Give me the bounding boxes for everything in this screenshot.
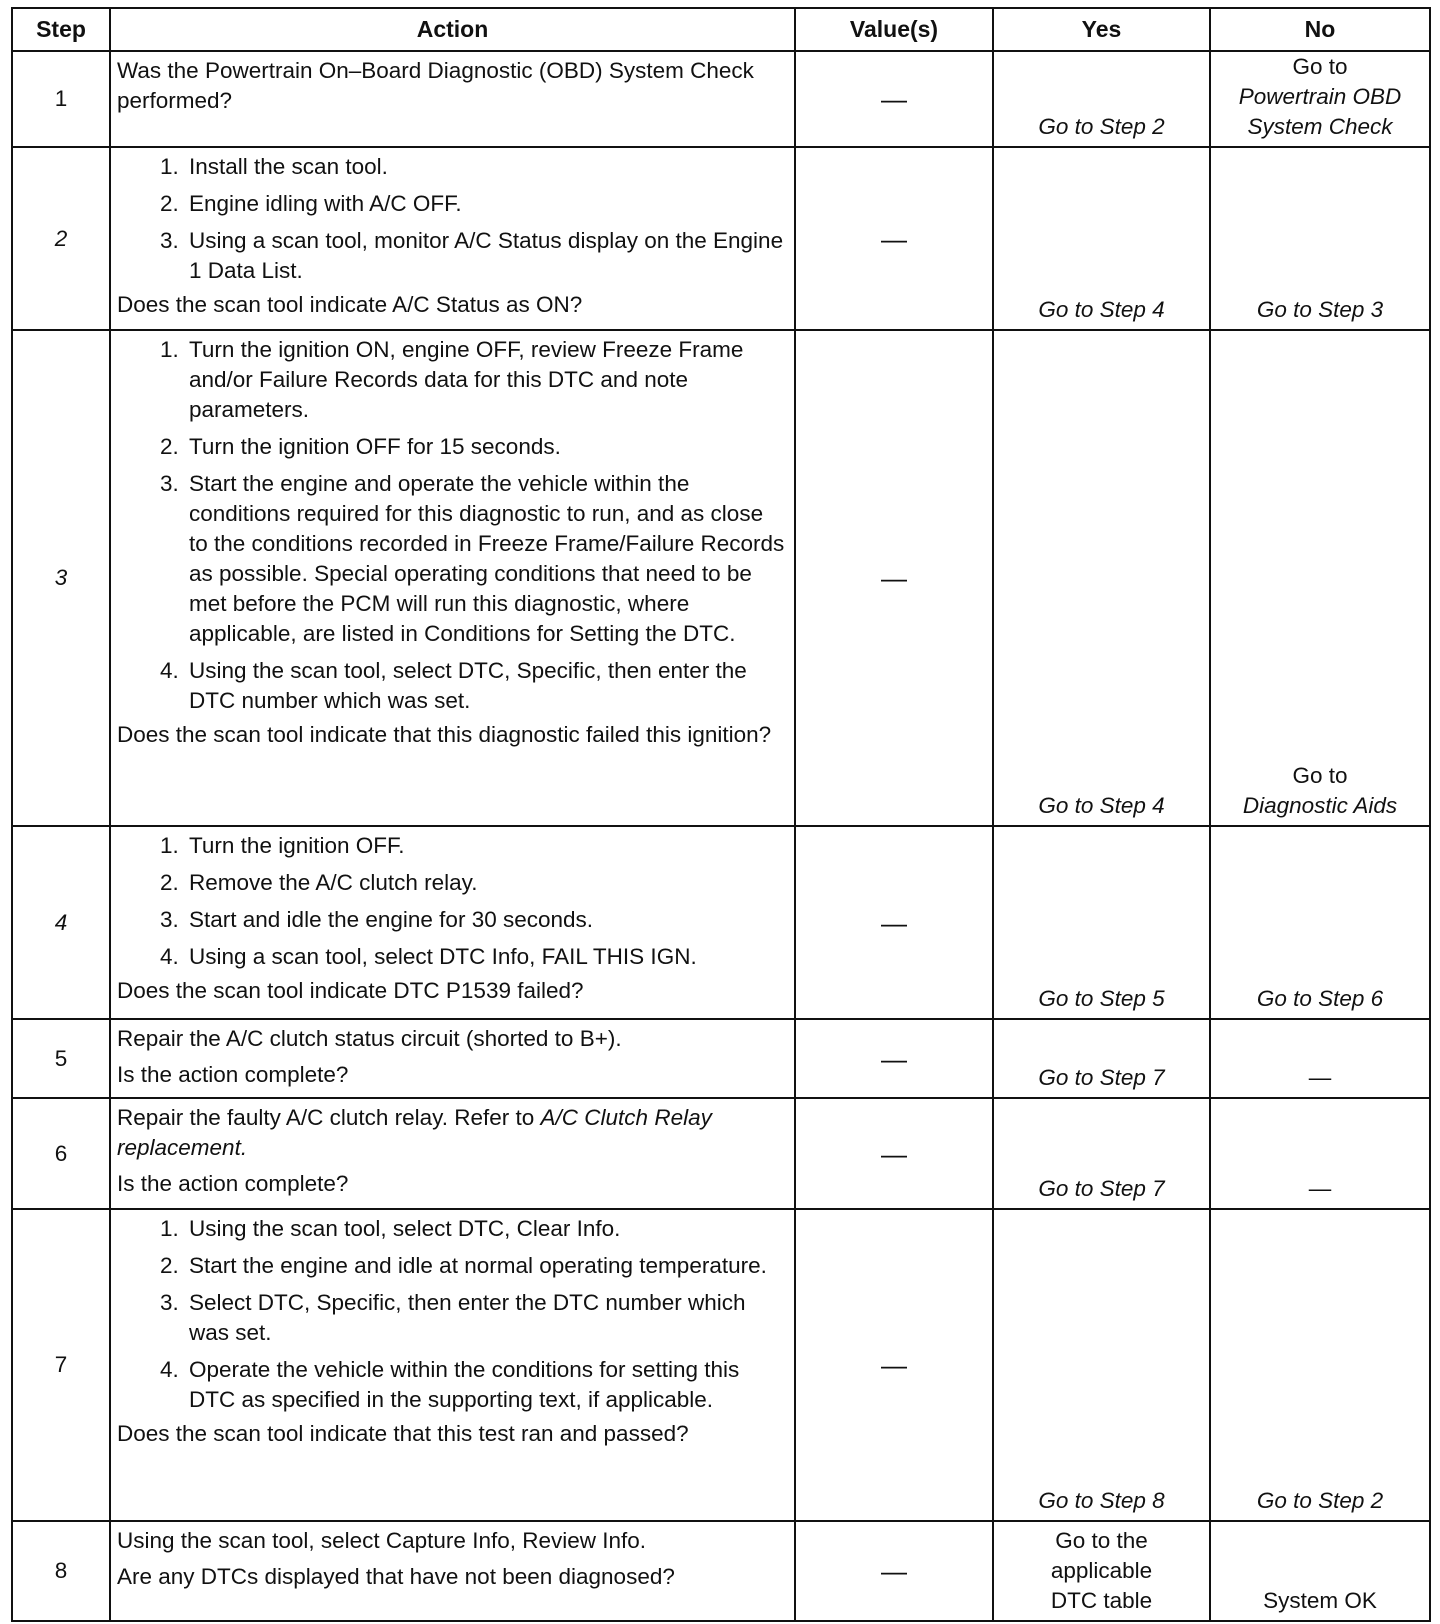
yes-cell: Go to Step 7	[993, 1098, 1210, 1209]
step-number: 7	[12, 1209, 110, 1521]
table-row-step-8	[12, 1521, 1430, 1621]
value-cell: —	[795, 1209, 993, 1521]
step-number: 6	[12, 1098, 110, 1209]
action-question: Was the Powertrain On–Board Diagnostic (OBD) System Check performed?	[117, 58, 754, 113]
no-cell: Go to Step 2	[1210, 1209, 1430, 1521]
no-cell	[1210, 51, 1430, 147]
yes-cell: Go to Step 2	[993, 51, 1210, 147]
action-question: Does the scan tool indicate DTC P1539 failed?	[117, 978, 584, 1003]
step-number: 5	[12, 1019, 110, 1098]
yes-cell: Go to the applicable DTC table	[993, 1521, 1210, 1621]
value-cell: —	[795, 330, 993, 826]
value-cell: —	[795, 1019, 993, 1098]
action-instruction: Repair the A/C clutch status circuit (shorted to B+).	[117, 1026, 622, 1051]
action-question: Are any DTCs displayed that have not been diagnosed?	[117, 1564, 675, 1589]
no-cell: System OK	[1210, 1521, 1430, 1621]
action-steps	[117, 831, 786, 972]
diagnostic-table-sheet	[11, 7, 1429, 1622]
value-cell: —	[795, 826, 993, 1019]
step-number: 8	[12, 1521, 110, 1621]
header-action: Action	[110, 8, 795, 51]
no-cell: —	[1210, 1098, 1430, 1209]
action-steps	[117, 335, 786, 716]
action-step-item: 1. Install the scan tool.	[185, 152, 786, 182]
yes-cell: Go to Step 5	[993, 826, 1210, 1019]
value-cell: —	[795, 1521, 993, 1621]
action-instruction: Using the scan tool, select Capture Info, Review Info.	[117, 1528, 647, 1553]
action-cell	[110, 330, 795, 826]
instruction-text: Repair the faulty A/C clutch relay. Refer to	[117, 1105, 541, 1130]
step-number: 4	[12, 826, 110, 1019]
action-step-item: 4. Using a scan tool, select DTC Info, FAIL THIS IGN.	[185, 942, 786, 972]
value-cell: —	[795, 1098, 993, 1209]
value-cell: —	[795, 147, 993, 330]
action-step-item: 4. Operate the vehicle within the conditions for setting this DTC as specified in the supporting text, if applicable.	[185, 1355, 786, 1415]
action-cell	[110, 1521, 795, 1621]
action-step-item: 2. Turn the ignition OFF for 15 seconds.	[185, 432, 786, 462]
no-reference-link[interactable]: Diagnostic Aids	[1242, 793, 1398, 818]
action-question: Does the scan tool indicate A/C Status as ON?	[117, 292, 583, 317]
action-cell	[110, 147, 795, 330]
action-step-item: 3. Start the engine and operate the vehicle within the conditions required for this diagnostic to run, and as close to the conditions recorded in Freeze Frame/Failure Records as possible. Special operating conditions that need to be met before the PCM will run this diagnostic, where applicable, are listed in Conditions for Setting the DTC.	[185, 469, 786, 649]
action-cell	[110, 826, 795, 1019]
step-number: 2	[12, 147, 110, 330]
action-cell	[110, 1209, 795, 1521]
action-step-item: 2. Start the engine and idle at normal operating temperature.	[185, 1251, 786, 1281]
action-cell	[110, 1098, 795, 1209]
table-row-step-6	[12, 1098, 1430, 1209]
header-step: Step	[12, 8, 110, 51]
action-step-item: 1. Turn the ignition ON, engine OFF, review Freeze Frame and/or Failure Records data for this DTC and note parameters.	[185, 335, 786, 425]
no-reference-link[interactable]: Powertrain OBD System Check	[1238, 84, 1402, 139]
table-row-step-2	[12, 147, 1430, 330]
action-cell	[110, 1019, 795, 1098]
action-step-item: 2. Engine idling with A/C OFF.	[185, 189, 786, 219]
diagnostic-table	[11, 7, 1431, 1622]
action-question: Does the scan tool indicate that this test ran and passed?	[117, 1421, 689, 1446]
header-values: Value(s)	[795, 8, 993, 51]
step-number: 1	[12, 51, 110, 147]
action-steps	[117, 152, 786, 286]
action-question: Is the action complete?	[117, 1062, 349, 1087]
action-question: Is the action complete?	[117, 1171, 349, 1196]
action-instruction	[117, 1103, 786, 1163]
yes-cell: Go to Step 8	[993, 1209, 1210, 1521]
action-step-item: 1. Turn the ignition OFF.	[185, 831, 786, 861]
action-step-item: 2. Remove the A/C clutch relay.	[185, 868, 786, 898]
no-cell: Go to Step 6	[1210, 826, 1430, 1019]
action-step-item: 3. Using a scan tool, monitor A/C Status display on the Engine 1 Data List.	[185, 226, 786, 286]
yes-cell: Go to Step 4	[993, 330, 1210, 826]
action-question: Does the scan tool indicate that this diagnostic failed this ignition?	[117, 722, 772, 747]
action-steps	[117, 1214, 786, 1415]
no-cell: Go to Step 3	[1210, 147, 1430, 330]
action-step-item: 3. Start and idle the engine for 30 seconds.	[185, 905, 786, 935]
no-goto-label: Go to	[1292, 763, 1348, 788]
action-step-item: 3. Select DTC, Specific, then enter the DTC number which was set.	[185, 1288, 786, 1348]
no-goto-label: Go to	[1292, 54, 1348, 79]
instruction-reference-link[interactable]: A/C Clutch Relay replacement.	[117, 1105, 712, 1160]
no-cell	[1210, 330, 1430, 826]
header-no: No	[1210, 8, 1430, 51]
table-row-step-5	[12, 1019, 1430, 1098]
no-cell: —	[1210, 1019, 1430, 1098]
value-cell: —	[795, 51, 993, 147]
table-row-step-7	[12, 1209, 1430, 1521]
action-step-item: 4. Using the scan tool, select DTC, Specific, then enter the DTC number which was set.	[185, 656, 786, 716]
step-number: 3	[12, 330, 110, 826]
action-cell	[110, 51, 795, 147]
yes-cell: Go to Step 7	[993, 1019, 1210, 1098]
table-row-step-3	[12, 330, 1430, 826]
table-row-step-1	[12, 51, 1430, 147]
yes-cell: Go to Step 4	[993, 147, 1210, 330]
action-step-item: 1. Using the scan tool, select DTC, Clear Info.	[185, 1214, 786, 1244]
table-row-step-4	[12, 826, 1430, 1019]
header-yes: Yes	[993, 8, 1210, 51]
header-row	[12, 8, 1430, 51]
